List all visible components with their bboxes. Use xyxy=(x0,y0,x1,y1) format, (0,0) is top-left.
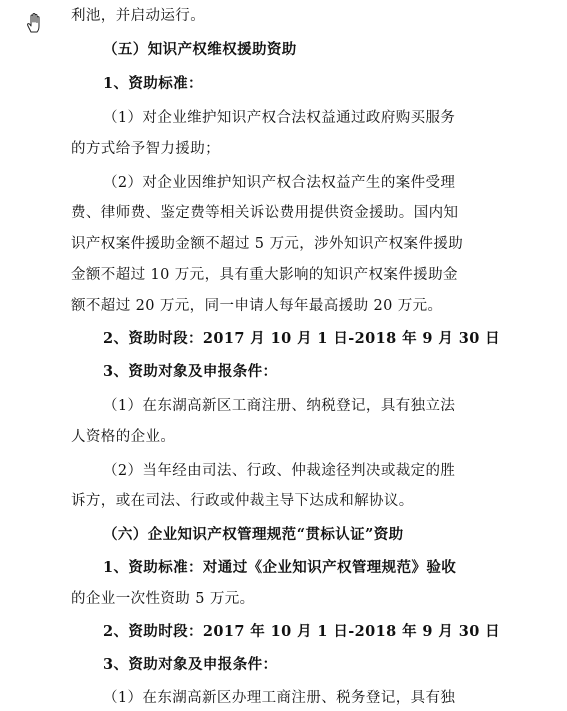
body-text-line: 的方式给予智力援助； xyxy=(71,141,220,157)
body-text-line: 人资格的企业。 xyxy=(71,429,176,445)
subheading: 1、资助标准： xyxy=(103,75,203,92)
body-text-line: （1）在东湖高新区工商注册、纳税登记，具有独立法 xyxy=(103,398,456,414)
body-text-line: 利池，并启动运行。 xyxy=(71,8,206,24)
section-heading: （六）企业知识产权管理规范“贯标认证”资助 xyxy=(103,526,404,543)
subheading: 3、资助对象及申报条件： xyxy=(103,363,278,380)
body-text-line: 金额不超过 10 万元，具有重大影响的知识产权案件援助金 xyxy=(71,267,458,283)
subheading: 2、资助时段：2017 年 10 月 1 日-2018 年 9 月 30 日 xyxy=(103,623,501,640)
body-text-line: 额不超过 20 万元，同一申请人每年最高援助 20 万元。 xyxy=(71,298,443,314)
body-text-line: （2）当年经由司法、行政、仲裁途径判决或裁定的胜 xyxy=(103,463,456,479)
body-text-line: （1）在东湖高新区办理工商注册、税务登记，具有独 xyxy=(103,690,456,706)
body-text-line: 的企业一次性资助 5 万元。 xyxy=(71,591,255,607)
body-text-line: 诉方，或在司法、行政或仲裁主导下达成和解协议。 xyxy=(71,493,414,509)
body-text-line: （1）对企业维护知识产权合法权益通过政府购买服务 xyxy=(103,110,456,126)
body-text-line: 识产权案件援助金额不超过 5 万元，涉外知识产权案件援助 xyxy=(71,236,464,252)
hand-pointer-icon xyxy=(24,12,44,34)
subheading: 1、资助标准：对通过《企业知识产权管理规范》验收 xyxy=(103,559,457,576)
body-text-line: 费、律师费、鉴定费等相关诉讼费用提供资金援助。国内知 xyxy=(71,205,459,221)
subheading: 3、资助对象及申报条件： xyxy=(103,656,278,673)
section-heading: （五）知识产权维权援助资助 xyxy=(103,41,297,58)
subheading: 2、资助时段：2017 月 10 月 1 日-2018 年 9 月 30 日 xyxy=(103,330,501,347)
body-text-line: （2）对企业因维护知识产权合法权益产生的案件受理 xyxy=(103,175,456,191)
